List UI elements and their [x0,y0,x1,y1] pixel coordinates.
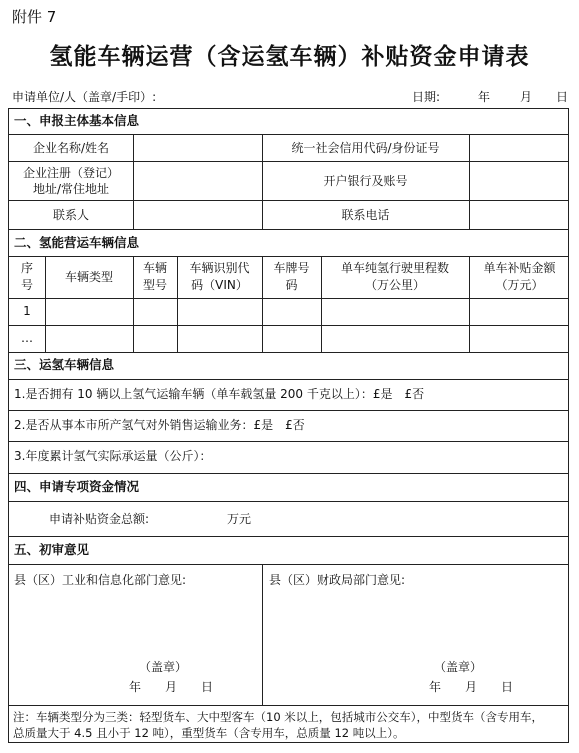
col-mileage-line1: 单车纯氢行驶里程数 [340,261,449,275]
question-2: 2.是否从事本市所产氢气对外销售运输业务：£是 £否 [14,418,305,432]
application-form [8,108,569,743]
question-1: 1.是否拥有 10 辆以上氢气运输车辆（单车载氢量 200 千克以上）：£是 £否 [14,387,425,401]
col-no-line2: 号 [20,278,33,292]
col-mileage-line2: （万公里） [364,278,425,292]
left-date-line: 年 月 日 [129,680,214,694]
left-opinion-label: 县（区）工业和信息化部门意见: [14,573,187,587]
col-subsidy-line2: （万元） [495,278,544,292]
date-month: 月 [520,90,533,104]
form-title: 氢能车辆运营（含运氢车辆）补贴资金申请表 [49,43,530,70]
question-3: 3.年度累计氢气实际承运量（公斤）： [14,449,212,463]
section1-heading: 一、申报主体基本信息 [14,113,140,128]
date-label: 日期: [412,90,441,104]
right-stamp: （盖章） [434,660,483,674]
credit-code-label: 统一社会信用代码/身份证号 [291,141,440,155]
col-no-line1: 序 [20,261,33,275]
date-day: 日 [556,90,569,104]
annex-label: 附件 7 [12,8,57,26]
section4-heading: 四、申请专项资金情况 [14,479,140,494]
company-name-label: 企业名称/姓名 [32,141,110,155]
col-plate-line2: 码 [285,278,298,292]
phone-label: 联系电话 [341,208,390,222]
col-vehicle-type: 车辆类型 [64,270,113,284]
col-plate-line1: 车牌号 [273,261,310,275]
right-opinion-label: 县（区）财政局部门意见: [269,573,406,587]
applicant-label: 申请单位/人（盖章/手印）: [12,90,157,104]
reg-address-label-line2: 地址/常住地址 [32,182,110,196]
row-no-1: 1 [23,304,31,318]
total-subsidy-unit: 万元 [227,512,252,526]
section2-heading: 二、氢能营运车辆信息 [14,235,140,250]
section3-heading: 三、运氢车辆信息 [14,357,115,372]
total-subsidy-label: 申请补贴资金总额: [49,512,150,526]
left-stamp: （盖章） [139,660,188,674]
col-vin-line1: 车辆识别代 [189,261,250,275]
col-model-line2: 型号 [142,278,167,292]
reg-address-label-line1: 企业注册（登记） [22,166,119,180]
right-date-line: 年 月 日 [429,680,514,694]
col-vin-line2: 码（VIN） [191,278,248,292]
note-line-1: 注：车辆类型分为三类：轻型货车、大中型客车（10 米以上，包括城市公交车），中型货车（含专用车， [13,710,544,724]
date-year: 年 [478,90,491,104]
section5-heading: 五、初审意见 [14,542,90,557]
bank-account-label: 开户银行及账号 [323,174,408,188]
col-subsidy-line1: 单车补贴金额 [483,261,556,275]
note-line-2: 总质量大于 4.5 且小于 12 吨），重型货车（含专用车，总质量 12 吨以上）。 [13,726,405,740]
contact-label: 联系人 [52,208,89,222]
row-no-ellipsis: … [21,331,33,345]
col-model-line1: 车辆 [142,261,167,275]
